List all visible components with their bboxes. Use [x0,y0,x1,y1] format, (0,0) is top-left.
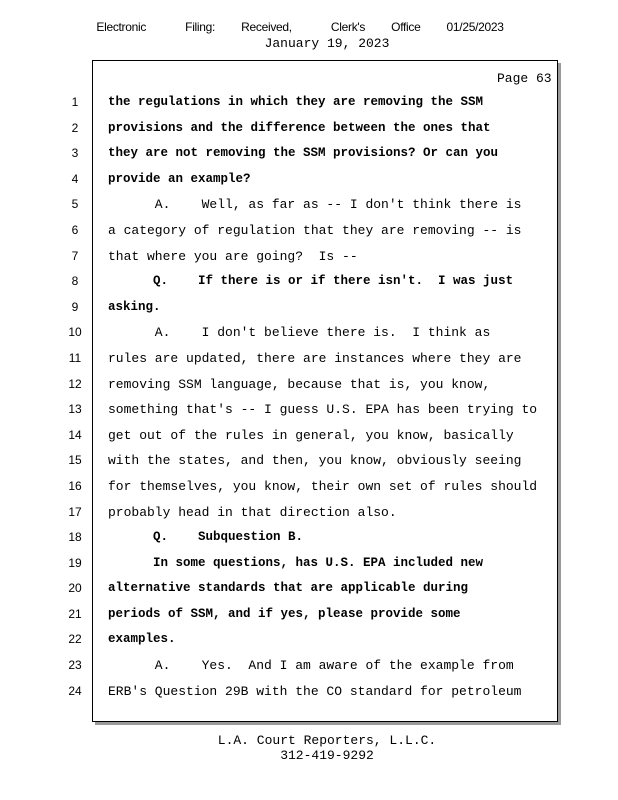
court-reporter-phone: 312-419-9292 [280,748,374,763]
transcript-date: January 19, 2023 [264,36,390,51]
line-number: 20 [68,581,82,596]
line-number: 18 [68,530,82,545]
page-number: Page 63 [497,71,552,86]
transcript-line: the regulations in which they are removing the SSM [108,95,484,109]
transcript-line: A. Yes. And I am aware of the example from [108,658,514,674]
line-number: 1 [71,95,79,109]
transcript-line: In some questions, has U.S. EPA included new [108,555,484,570]
line-number: 4 [71,171,79,186]
transcript-line: something that's -- I guess U.S. EPA has been trying to [108,402,538,418]
line-number: 8 [71,274,79,289]
transcript-line: provisions and the difference between the ones that [108,120,491,135]
line-number: 11 [68,350,82,365]
line-number: 16 [68,478,82,493]
transcript-line: for themselves, you know, their own set of rules should [108,478,538,494]
transcript-line: alternative standards that are applicable during [108,581,469,596]
line-number-gutter [60,90,90,704]
transcript-line: they are not removing the SSM provisions? Or can you [108,146,499,161]
transcript-line: with the states, and then, you know, obviously seeing [108,453,522,469]
line-number: 17 [68,504,82,519]
electronic-filing-stamp: Electronic Filing: Received, Clerk's Office 01/25/2023 [96,20,504,34]
transcript-line: provide an example? [108,171,251,186]
line-number: 2 [71,120,79,135]
transcript-line: probably head in that direction also. [108,504,397,520]
transcript-line: rules are updated, there are instances where they are [108,350,522,366]
transcript-line: examples. [108,632,176,647]
transcript-line: ERB's Question 29B with the CO standard for petroleum [108,683,522,699]
transcript-line: Q. If there is or if there isn't. I was just [108,274,514,289]
line-number: 9 [71,299,79,314]
transcript-line: A. Well, as far as -- I don't think there is [108,197,522,213]
line-number: 12 [68,376,82,391]
transcript-text [108,90,553,704]
transcript-line: a category of regulation that they are removing -- is [108,222,522,238]
line-number: 14 [68,427,82,442]
court-reporter-name: L.A. Court Reporters, L.L.C. [217,733,437,748]
line-number: 22 [68,632,82,647]
line-number: 21 [68,606,82,621]
transcript-line: get out of the rules in general, you know, basically [108,427,514,443]
line-number: 6 [71,222,79,237]
transcript-line: removing SSM language, because that is, you know, [108,376,491,392]
transcript-line: periods of SSM, and if yes, please provide some [108,606,461,621]
transcript-line: that where you are going? Is -- [108,248,358,264]
line-number: 13 [68,402,82,417]
line-number: 19 [68,555,82,570]
transcript-line: asking. [108,299,161,314]
line-number: 15 [68,453,82,468]
transcript-line: A. I don't believe there is. I think as [108,325,491,341]
line-number: 7 [71,248,79,263]
line-number: 23 [68,658,82,673]
line-number: 3 [71,146,79,161]
line-number: 5 [71,197,79,212]
line-number: 10 [68,325,82,340]
line-number: 24 [68,683,82,698]
transcript-line: Q. Subquestion B. [108,530,304,545]
